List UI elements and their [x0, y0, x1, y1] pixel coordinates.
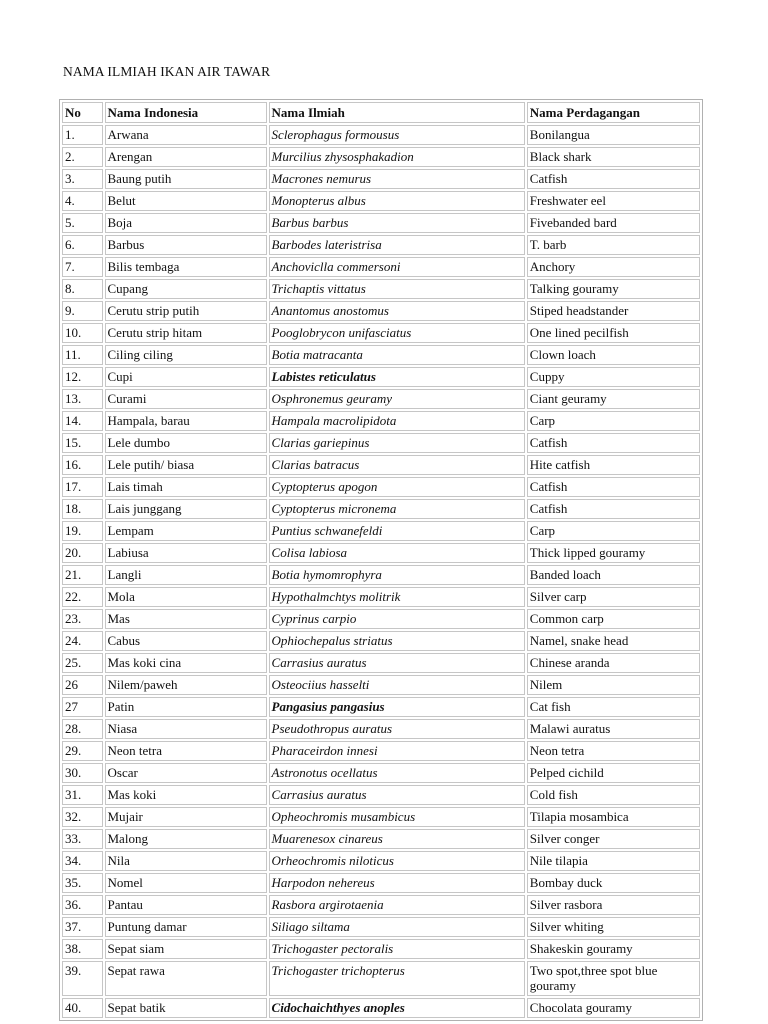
cell-nama-indonesia: Boja [105, 213, 267, 233]
cell-no: 38. [62, 939, 103, 959]
cell-nama-perdagangan: Cuppy [527, 367, 700, 387]
table-row [62, 213, 700, 233]
cell-nama-perdagangan: Nile tilapia [527, 851, 700, 871]
table-row [62, 389, 700, 409]
table-row [62, 499, 700, 519]
table-row [62, 455, 700, 475]
cell-no: 37. [62, 917, 103, 937]
cell-nama-ilmiah: Botia hymomrophyra [269, 565, 525, 585]
cell-no: 10. [62, 323, 103, 343]
cell-no: 4. [62, 191, 103, 211]
cell-nama-perdagangan: Silver rasbora [527, 895, 700, 915]
cell-nama-indonesia: Belut [105, 191, 267, 211]
cell-no: 25. [62, 653, 103, 673]
cell-nama-indonesia: Lempam [105, 521, 267, 541]
cell-nama-perdagangan: Freshwater eel [527, 191, 700, 211]
cell-no: 12. [62, 367, 103, 387]
cell-no: 36. [62, 895, 103, 915]
cell-no: 24. [62, 631, 103, 651]
cell-nama-indonesia: Niasa [105, 719, 267, 739]
table-row [62, 653, 700, 673]
cell-no: 21. [62, 565, 103, 585]
table-row [62, 565, 700, 585]
cell-nama-perdagangan: Tilapia mosambica [527, 807, 700, 827]
cell-nama-ilmiah: Hampala macrolipidota [269, 411, 525, 431]
cell-no: 20. [62, 543, 103, 563]
cell-no: 23. [62, 609, 103, 629]
cell-no: 9. [62, 301, 103, 321]
cell-nama-indonesia: Baung putih [105, 169, 267, 189]
cell-nama-indonesia: Cupang [105, 279, 267, 299]
cell-nama-ilmiah: Opheochromis musambicus [269, 807, 525, 827]
cell-nama-ilmiah: Anantomus anostomus [269, 301, 525, 321]
cell-nama-perdagangan: Namel, snake head [527, 631, 700, 651]
cell-nama-indonesia: Malong [105, 829, 267, 849]
cell-nama-indonesia: Lais junggang [105, 499, 267, 519]
table-row [62, 125, 700, 145]
cell-no: 27 [62, 697, 103, 717]
cell-nama-perdagangan: Nilem [527, 675, 700, 695]
cell-no: 29. [62, 741, 103, 761]
table-row [62, 411, 700, 431]
cell-nama-perdagangan: Carp [527, 411, 700, 431]
cell-nama-ilmiah: Colisa labiosa [269, 543, 525, 563]
table-header-row [62, 102, 700, 123]
cell-nama-ilmiah: Cyprinus carpio [269, 609, 525, 629]
cell-nama-perdagangan: Clown loach [527, 345, 700, 365]
table-row [62, 587, 700, 607]
table-row [62, 763, 700, 783]
cell-no: 31. [62, 785, 103, 805]
cell-nama-perdagangan: Carp [527, 521, 700, 541]
cell-no: 34. [62, 851, 103, 871]
cell-nama-perdagangan: Anchory [527, 257, 700, 277]
cell-nama-ilmiah: Macrones nemurus [269, 169, 525, 189]
cell-no: 13. [62, 389, 103, 409]
cell-nama-indonesia: Cerutu strip putih [105, 301, 267, 321]
cell-nama-ilmiah: Carrasius auratus [269, 653, 525, 673]
cell-nama-indonesia: Puntung damar [105, 917, 267, 937]
cell-nama-perdagangan: Malawi auratus [527, 719, 700, 739]
table-row [62, 917, 700, 937]
table-row [62, 323, 700, 343]
cell-nama-perdagangan: Bonilangua [527, 125, 700, 145]
cell-nama-ilmiah: Trichaptis vittatus [269, 279, 525, 299]
table-row [62, 895, 700, 915]
cell-no: 26 [62, 675, 103, 695]
table-row [62, 851, 700, 871]
cell-nama-indonesia: Nila [105, 851, 267, 871]
table-row [62, 609, 700, 629]
cell-no: 22. [62, 587, 103, 607]
cell-nama-indonesia: Lele dumbo [105, 433, 267, 453]
cell-nama-perdagangan: Shakeskin gouramy [527, 939, 700, 959]
cell-nama-indonesia: Arengan [105, 147, 267, 167]
cell-nama-ilmiah: Astronotus ocellatus [269, 763, 525, 783]
cell-nama-ilmiah: Sclerophagus formousus [269, 125, 525, 145]
cell-nama-ilmiah: Orheochromis niloticus [269, 851, 525, 871]
cell-nama-ilmiah: Cyptopterus micronema [269, 499, 525, 519]
cell-nama-indonesia: Mujair [105, 807, 267, 827]
cell-nama-indonesia: Labiusa [105, 543, 267, 563]
cell-nama-perdagangan: Silver carp [527, 587, 700, 607]
header-nama-ilmiah: Nama Ilmiah [269, 102, 525, 123]
header-nama-perdagangan: Nama Perdagangan [527, 102, 700, 123]
cell-nama-ilmiah: Cidochaichthyes anoples [269, 998, 525, 1018]
cell-no: 33. [62, 829, 103, 849]
cell-nama-ilmiah: Pharaceirdon innesi [269, 741, 525, 761]
table-row [62, 697, 700, 717]
cell-nama-indonesia: Cabus [105, 631, 267, 651]
cell-no: 35. [62, 873, 103, 893]
table-row [62, 433, 700, 453]
cell-nama-indonesia: Ciling ciling [105, 345, 267, 365]
cell-nama-indonesia: Cupi [105, 367, 267, 387]
cell-nama-ilmiah: Trichogaster trichopterus [269, 961, 525, 996]
cell-nama-perdagangan: Pelped cichild [527, 763, 700, 783]
cell-nama-perdagangan: Silver whiting [527, 917, 700, 937]
cell-nama-ilmiah: Trichogaster pectoralis [269, 939, 525, 959]
cell-no: 16. [62, 455, 103, 475]
cell-nama-indonesia: Mas koki [105, 785, 267, 805]
table-row [62, 147, 700, 167]
cell-nama-indonesia: Mas koki cina [105, 653, 267, 673]
cell-nama-perdagangan: Chinese aranda [527, 653, 700, 673]
cell-nama-perdagangan: Two spot,three spot blue gouramy [527, 961, 700, 996]
cell-nama-perdagangan: Talking gouramy [527, 279, 700, 299]
cell-nama-ilmiah: Siliago siltama [269, 917, 525, 937]
table-row [62, 169, 700, 189]
table-row [62, 543, 700, 563]
cell-nama-perdagangan: Neon tetra [527, 741, 700, 761]
cell-nama-indonesia: Bilis tembaga [105, 257, 267, 277]
cell-no: 17. [62, 477, 103, 497]
cell-nama-ilmiah: Carrasius auratus [269, 785, 525, 805]
document-title: NAMA ILMIAH IKAN AIR TAWAR [63, 64, 271, 79]
cell-nama-perdagangan: Black shark [527, 147, 700, 167]
cell-no: 8. [62, 279, 103, 299]
cell-no: 32. [62, 807, 103, 827]
cell-no: 6. [62, 235, 103, 255]
table-row [62, 741, 700, 761]
cell-nama-ilmiah: Labistes reticulatus [269, 367, 525, 387]
cell-nama-ilmiah: Osteociius hasselti [269, 675, 525, 695]
table-row [62, 279, 700, 299]
cell-nama-indonesia: Patin [105, 697, 267, 717]
cell-nama-ilmiah: Anchoviclla commersoni [269, 257, 525, 277]
cell-nama-ilmiah: Ophiochepalus striatus [269, 631, 525, 651]
table-row [62, 235, 700, 255]
cell-nama-indonesia: Sepat rawa [105, 961, 267, 996]
table-row [62, 939, 700, 959]
table-row [62, 257, 700, 277]
table-body [62, 125, 700, 1018]
cell-nama-ilmiah: Murcilius zhysosphakadion [269, 147, 525, 167]
cell-no: 15. [62, 433, 103, 453]
cell-no: 11. [62, 345, 103, 365]
cell-no: 28. [62, 719, 103, 739]
cell-nama-perdagangan: Stiped headstander [527, 301, 700, 321]
cell-nama-ilmiah: Muarenesox cinareus [269, 829, 525, 849]
cell-nama-indonesia: Nilem/paweh [105, 675, 267, 695]
cell-nama-indonesia: Pantau [105, 895, 267, 915]
cell-nama-indonesia: Neon tetra [105, 741, 267, 761]
cell-nama-indonesia: Barbus [105, 235, 267, 255]
cell-nama-indonesia: Sepat batik [105, 998, 267, 1018]
cell-nama-indonesia: Curami [105, 389, 267, 409]
cell-nama-perdagangan: Catfish [527, 169, 700, 189]
table-row [62, 961, 700, 996]
cell-nama-indonesia: Cerutu strip hitam [105, 323, 267, 343]
cell-nama-perdagangan: Catfish [527, 477, 700, 497]
fish-names-table [59, 99, 703, 1021]
cell-nama-ilmiah: Clarias batracus [269, 455, 525, 475]
table-row [62, 785, 700, 805]
table-row [62, 807, 700, 827]
cell-nama-ilmiah: Barbodes lateristrisa [269, 235, 525, 255]
table-row [62, 998, 700, 1018]
cell-nama-indonesia: Mas [105, 609, 267, 629]
cell-nama-perdagangan: Hite catfish [527, 455, 700, 475]
cell-nama-ilmiah: Pooglobrycon unifasciatus [269, 323, 525, 343]
cell-nama-perdagangan: Thick lipped gouramy [527, 543, 700, 563]
cell-nama-perdagangan: T. barb [527, 235, 700, 255]
cell-no: 5. [62, 213, 103, 233]
table-row [62, 873, 700, 893]
table-row [62, 675, 700, 695]
cell-nama-perdagangan: Cold fish [527, 785, 700, 805]
cell-nama-indonesia: Langli [105, 565, 267, 585]
cell-no: 7. [62, 257, 103, 277]
table-row [62, 191, 700, 211]
cell-nama-perdagangan: Fivebanded bard [527, 213, 700, 233]
cell-nama-indonesia: Arwana [105, 125, 267, 145]
cell-no: 1. [62, 125, 103, 145]
cell-no: 19. [62, 521, 103, 541]
cell-no: 3. [62, 169, 103, 189]
cell-nama-ilmiah: Harpodon nehereus [269, 873, 525, 893]
cell-nama-perdagangan: Cat fish [527, 697, 700, 717]
cell-nama-ilmiah: Barbus barbus [269, 213, 525, 233]
cell-nama-perdagangan: Bombay duck [527, 873, 700, 893]
cell-nama-ilmiah: Osphronemus geuramy [269, 389, 525, 409]
cell-no: 2. [62, 147, 103, 167]
cell-nama-ilmiah: Botia matracanta [269, 345, 525, 365]
cell-nama-perdagangan: Banded loach [527, 565, 700, 585]
cell-nama-ilmiah: Hypothalmchtys molitrik [269, 587, 525, 607]
table-row [62, 477, 700, 497]
cell-no: 39. [62, 961, 103, 996]
cell-nama-indonesia: Mola [105, 587, 267, 607]
header-no: No [62, 102, 103, 123]
cell-nama-ilmiah: Pangasius pangasius [269, 697, 525, 717]
cell-nama-perdagangan: Chocolata gouramy [527, 998, 700, 1018]
header-nama-indonesia: Nama Indonesia [105, 102, 267, 123]
cell-nama-indonesia: Lais timah [105, 477, 267, 497]
cell-nama-ilmiah: Rasbora argirotaenia [269, 895, 525, 915]
table-row [62, 301, 700, 321]
cell-no: 40. [62, 998, 103, 1018]
cell-no: 14. [62, 411, 103, 431]
cell-nama-indonesia: Lele putih/ biasa [105, 455, 267, 475]
table-row [62, 829, 700, 849]
cell-nama-ilmiah: Puntius schwanefeldi [269, 521, 525, 541]
cell-no: 30. [62, 763, 103, 783]
table-row [62, 719, 700, 739]
cell-nama-ilmiah: Cyptopterus apogon [269, 477, 525, 497]
cell-nama-perdagangan: Catfish [527, 499, 700, 519]
cell-nama-ilmiah: Pseudothropus auratus [269, 719, 525, 739]
table-row [62, 631, 700, 651]
table-row [62, 521, 700, 541]
cell-no: 18. [62, 499, 103, 519]
cell-nama-indonesia: Hampala, barau [105, 411, 267, 431]
table-row [62, 345, 700, 365]
cell-nama-ilmiah: Monopterus albus [269, 191, 525, 211]
cell-nama-perdagangan: Catfish [527, 433, 700, 453]
cell-nama-perdagangan: One lined pecilfish [527, 323, 700, 343]
cell-nama-perdagangan: Common carp [527, 609, 700, 629]
table-row [62, 367, 700, 387]
cell-nama-perdagangan: Ciant geuramy [527, 389, 700, 409]
cell-nama-indonesia: Oscar [105, 763, 267, 783]
cell-nama-ilmiah: Clarias gariepinus [269, 433, 525, 453]
cell-nama-indonesia: Sepat siam [105, 939, 267, 959]
cell-nama-perdagangan: Silver conger [527, 829, 700, 849]
cell-nama-indonesia: Nomel [105, 873, 267, 893]
